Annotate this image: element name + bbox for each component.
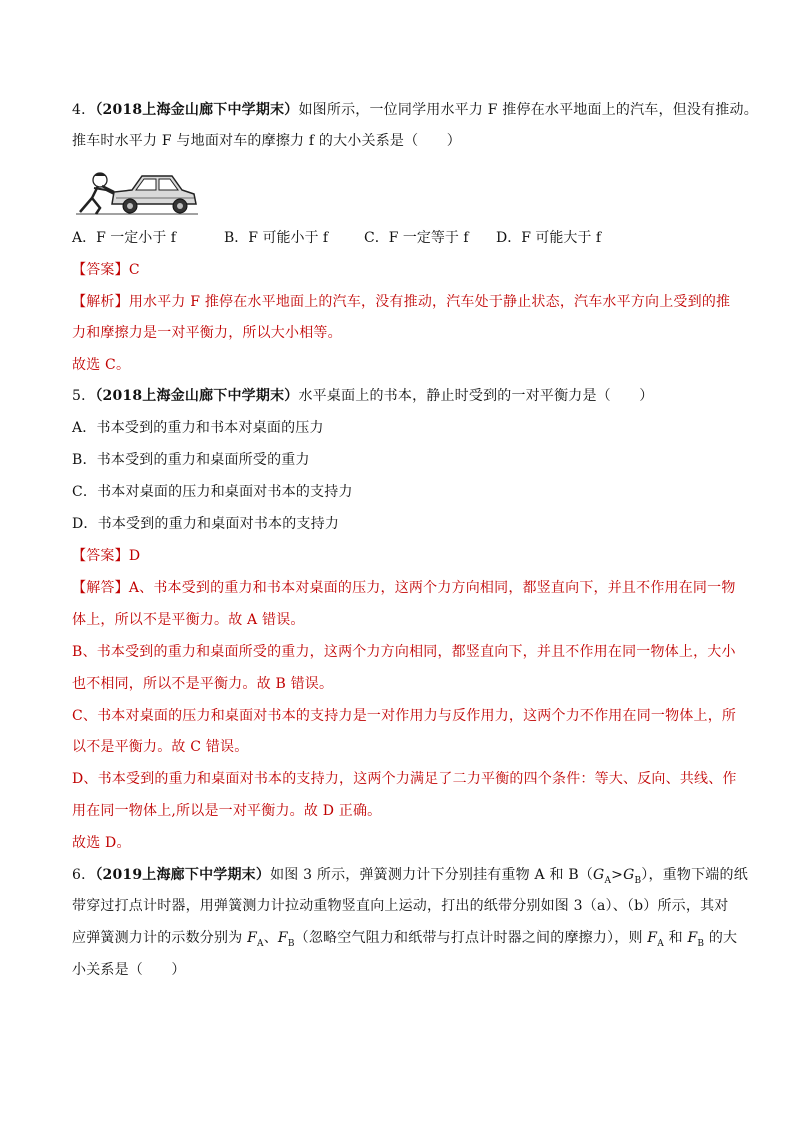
q4-stem-line1 [72, 100, 758, 120]
q6-gt-symbol: > [611, 867, 624, 883]
q6-line3-a: 应弹簧测力计的示数分别为 [72, 930, 248, 946]
q6-line3-b: （忽略空气阻力和纸带与打点计时器之间的摩擦力），则 [294, 930, 648, 946]
q5-solution-line8: 用在同一物体上,所以是一对平衡力。故 D 正确。 [72, 803, 382, 819]
q4-answer-value: C [128, 262, 140, 278]
q4-analysis-line2: 力和摩擦力是一对平衡力，所以大小相等。 [72, 325, 342, 341]
q4-option-b: B．F 可能小于 f [224, 230, 329, 246]
q4-option-d: D．F 可能大于 f [496, 230, 602, 246]
q5-solution-line1 [72, 578, 736, 598]
q6-sep: 、 [263, 930, 278, 946]
q5-stem-text: 水平桌面上的书本，静止时受到的一对平衡力是（ ） [298, 388, 654, 404]
q6-fb2-symbol: F [687, 930, 698, 946]
q4-stem-line2: 推车时水平力 F 与地面对车的摩擦力 f 的大小关系是（ ） [72, 133, 461, 149]
q6-ga-sub: A [604, 875, 612, 886]
q5-conclusion: 故选 D。 [72, 835, 131, 851]
q6-stem-line4: 小关系是（ ） [72, 962, 186, 978]
q4-analysis-text1: 用水平力 F 推停在水平地面上的汽车，没有推动，汽车处于静止状态，汽车水平方向上受到的推 [128, 294, 731, 310]
q4-option-a: A．F 一定小于 f [72, 230, 176, 246]
q6-line1-a: 如图 3 所示，弹簧测力计下分别挂有重物 A 和 B（ [270, 867, 594, 883]
q5-solution-line5: C、书本对桌面的压力和桌面对书本的支持力是一对作用力与反作用力，这两个力不作用在同一物体上，所 [72, 708, 737, 724]
q4-number: 4． [72, 102, 96, 118]
q6-number: 6． [72, 867, 96, 883]
q4-analysis-line1 [72, 292, 730, 312]
q5-stem [72, 386, 653, 406]
q5-solution-tag: 【解答】 [72, 580, 129, 596]
q5-source: （2018上海金山廊下中学期末） [95, 388, 299, 404]
q6-and: 和 [663, 930, 688, 946]
q5-solution-line3: B、书本受到的重力和桌面所受的重力，这两个力方向相同，都竖直向下，并且不作用在同一物体上，大小 [72, 644, 736, 660]
q6-fb2-sub: B [697, 938, 705, 949]
q4-answer-tag: 【答案】 [72, 262, 129, 278]
q6-gb-symbol: G [623, 867, 635, 883]
q5-answer [72, 546, 140, 566]
q6-source: （2019上海廊下中学期末） [95, 867, 271, 883]
q4-source: （2018上海金山廊下中学期末） [95, 102, 299, 118]
q5-option-a: A．书本受到的重力和书本对桌面的压力 [72, 420, 324, 436]
q5-solution-line7: D、书本受到的重力和桌面对书本的支持力，这两个力满足了二力平衡的四个条件：等大、反向、共线、作 [72, 771, 737, 787]
q6-ga-symbol: G [593, 867, 605, 883]
q6-fa-symbol: F [247, 930, 257, 946]
q6-fb-sub: B [287, 938, 295, 949]
q5-solution-line6: 以不是平衡力。故 C 错误。 [72, 739, 249, 755]
q5-option-d: D．书本受到的重力和桌面对书本的支持力 [72, 516, 340, 532]
q6-gb-sub: B [634, 875, 642, 886]
q6-line3-c: 的大 [704, 930, 738, 946]
q5-solution-text1: A、书本受到的重力和书本对桌面的压力，这两个力方向相同，都竖直向下，并且不作用在同一物 [128, 580, 736, 596]
q6-fb-symbol: F [277, 930, 288, 946]
q5-solution-line2: 体上，所以不是平衡力。故 A 错误。 [72, 612, 305, 628]
q5-solution-line4: 也不相同，所以不是平衡力。故 B 错误。 [72, 676, 334, 692]
q6-line1-b: ），重物下端的纸 [641, 867, 748, 883]
person-pushing-car-illustration [72, 168, 200, 220]
q5-option-b: B．书本受到的重力和桌面所受的重力 [72, 452, 310, 468]
q4-conclusion: 故选 C。 [72, 357, 131, 373]
q6-fa-sub: A [256, 938, 264, 949]
q4-answer [72, 260, 140, 280]
q6-stem-line1 [72, 865, 748, 891]
q6-stem-line3 [72, 928, 737, 954]
q5-answer-value: D [128, 548, 141, 564]
q6-fa2-sub: A [657, 938, 664, 949]
q6-fa2-symbol: F [647, 930, 658, 946]
q5-answer-tag: 【答案】 [72, 548, 129, 564]
q6-stem-line2: 带穿过打点计时器，用弹簧测力计拉动重物竖直向上运动，打出的纸带分别如图 3（a）、（b）所示，其对 [72, 898, 729, 914]
q5-number: 5． [72, 388, 96, 404]
q5-option-c: C．书本对桌面的压力和桌面对书本的支持力 [72, 484, 353, 500]
car-icon [72, 168, 200, 220]
q4-stem-text1: 如图所示，一位同学用水平力 F 推停在水平地面上的汽车，但没有推动。 [298, 102, 758, 118]
q4-option-c: C．F 一定等于 f [364, 230, 469, 246]
q4-analysis-tag: 【解析】 [72, 294, 129, 310]
